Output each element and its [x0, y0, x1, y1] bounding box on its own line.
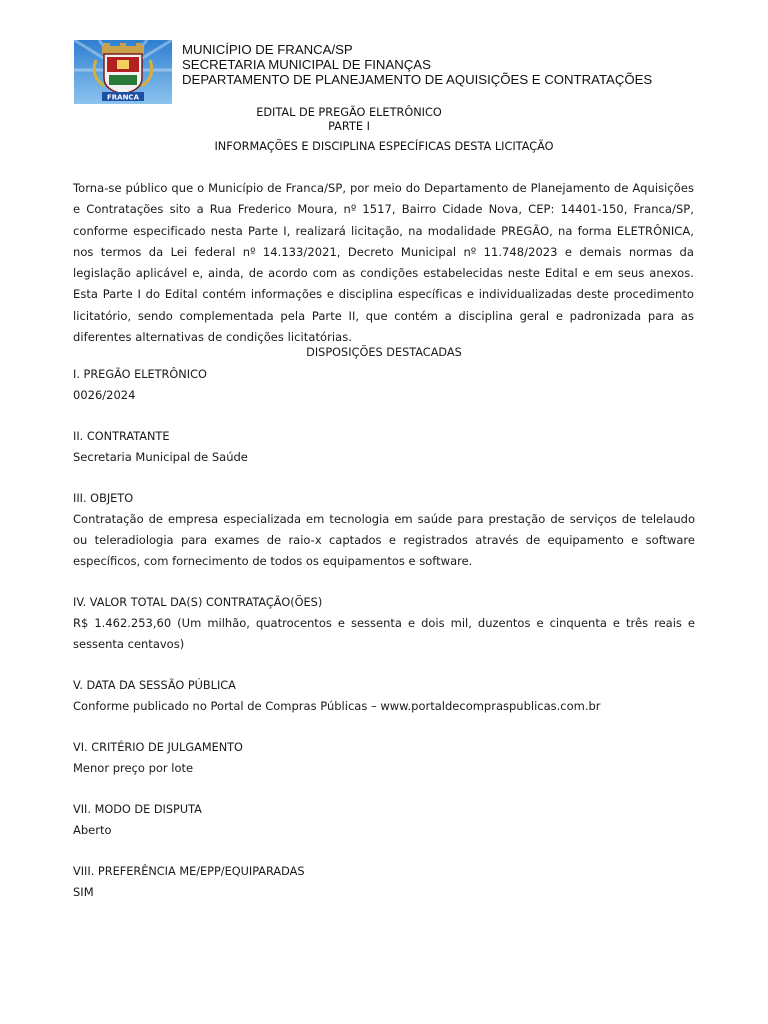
- edital-title: EDITAL DE PREGÃO ELETRÔNICO: [256, 106, 442, 119]
- municipal-coat-of-arms-logo: [74, 40, 172, 104]
- section-body: Secretaria Municipal de Saúde: [73, 450, 248, 464]
- section-body: 0026/2024: [73, 388, 136, 402]
- section-modo-disputa: [73, 799, 695, 841]
- header-department: DEPARTAMENTO DE PLANEJAMENTO DE AQUISIÇÕES E CONTRATAÇÕES: [182, 72, 653, 87]
- info-title: INFORMAÇÕES E DISCIPLINA ESPECÍFICAS DESTA LICITAÇÃO: [214, 140, 554, 153]
- intro-paragraph: Torna-se público que o Município de Franca/SP, por meio do Departamento de Planejamento de Aquisições e Contratações sito a Rua Frederico Moura, nº 1517, Bairro Cidade Nova, CEP: 14401-150, Franca/SP, conforme especificado nesta Parte I, realizará licitação, na modalidade PREGÃO, na forma ELETRÔNICA, nos termos da Lei federal nº 14.133/2021, Decreto Municipal nº 11.748/2023 e demais normas da legislação aplicável e, ainda, de acordo com as condições estabelecidas neste Edital e em seus anexos. Esta Parte I do Edital contém informações e disciplina específicas e individualizadas deste procedimento licitatório, sendo complementada pela Parte II, que contém a disciplina geral e padronizada para as diferentes alternativas de condições licitatórias.: [73, 181, 694, 345]
- disposicoes-title: DISPOSIÇÕES DESTACADAS: [306, 346, 462, 359]
- section-contratante: [73, 426, 695, 468]
- section-heading: III. OBJETO: [73, 492, 134, 505]
- section-body: Menor preço por lote: [73, 761, 194, 775]
- section-body: R$ 1.462.253,60 (Um milhão, quatrocentos e sessenta e dois mil, duzentos e cinquenta e três reais e sessenta centavos): [73, 616, 695, 651]
- section-heading: V. DATA DA SESSÃO PÚBLICA: [73, 679, 236, 692]
- document-header: [182, 42, 652, 87]
- parte-title: PARTE I: [328, 120, 370, 133]
- section-criterio: [73, 737, 695, 779]
- section-heading: VI. CRITÉRIO DE JULGAMENTO: [73, 741, 243, 754]
- header-municipality: MUNICÍPIO DE FRANCA/SP: [182, 42, 353, 57]
- section-heading: VII. MODO DE DISPUTA: [73, 803, 202, 816]
- section-preferencia: [73, 861, 695, 903]
- section-body: Contratação de empresa especializada em tecnologia em saúde para prestação de serviços de telelaudo ou teleradiologia para exames de raio-x captados e registrados através de equipamento e software específicos, com fornecimento de todos os equipamentos e software.: [73, 512, 695, 568]
- section-heading: IV. VALOR TOTAL DA(S) CONTRATAÇÃO(ÕES): [73, 596, 323, 609]
- section-data-sessao: [73, 675, 695, 717]
- section-body: Aberto: [73, 823, 112, 837]
- section-heading: I. PREGÃO ELETRÔNICO: [73, 368, 207, 381]
- section-body: SIM: [73, 885, 94, 899]
- section-pregao: [73, 364, 695, 406]
- section-body: Conforme publicado no Portal de Compras Públicas – www.portaldecompraspublicas.com.br: [73, 699, 601, 713]
- section-heading: VIII. PREFERÊNCIA ME/EPP/EQUIPARADAS: [73, 865, 305, 878]
- header-secretariat: SECRETARIA MUNICIPAL DE FINANÇAS: [182, 57, 431, 72]
- section-valor-total: [73, 592, 695, 655]
- section-heading: II. CONTRATANTE: [73, 430, 170, 443]
- logo-text: FRANCA: [106, 93, 140, 102]
- section-objeto: [73, 488, 695, 572]
